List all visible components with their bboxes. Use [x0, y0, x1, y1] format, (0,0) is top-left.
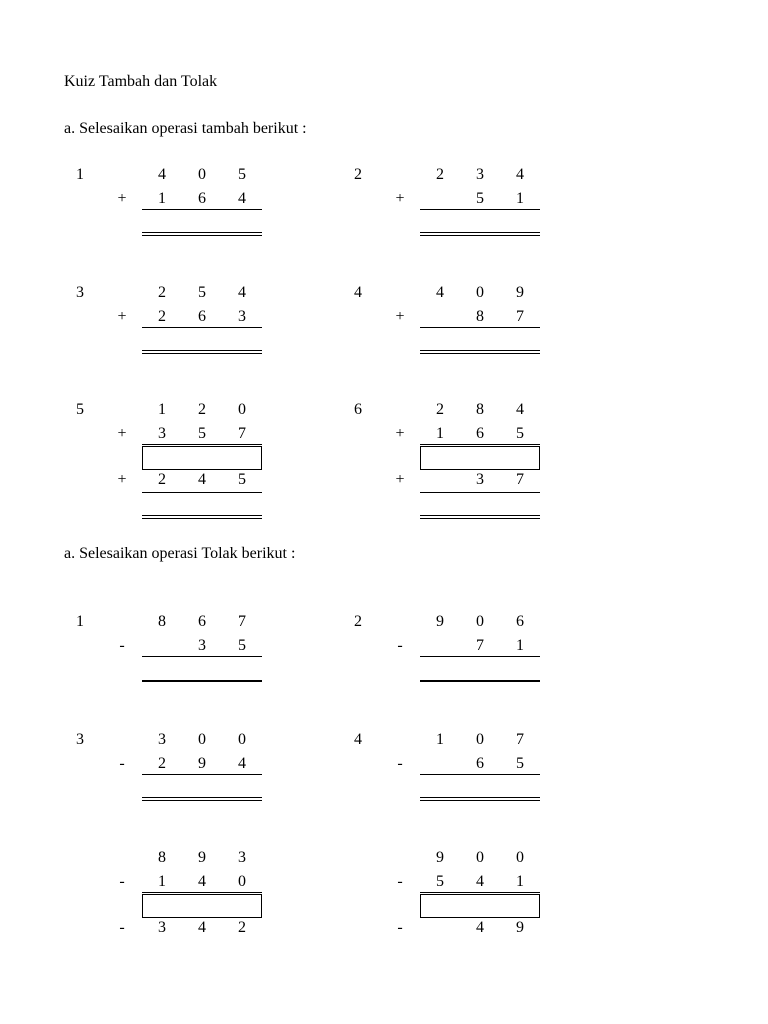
answer-line-double-top [420, 797, 540, 798]
answer-line-double-top [142, 797, 262, 798]
digit: 2 [158, 284, 166, 301]
problem-number: 4 [354, 284, 362, 301]
operand-underline [142, 492, 262, 493]
operator-sign: - [119, 919, 125, 936]
operator-sign: + [117, 308, 127, 325]
digit: 4 [476, 873, 484, 890]
operator-sign: + [395, 190, 405, 207]
digit: 4 [476, 919, 484, 936]
operand-underline [142, 209, 262, 210]
operator-sign: + [395, 308, 405, 325]
digit: 0 [476, 613, 484, 630]
digit: 9 [436, 613, 444, 630]
digit: 5 [238, 166, 246, 183]
digit: 1 [158, 401, 166, 418]
digit: 7 [476, 637, 484, 654]
operator-sign: - [397, 637, 403, 654]
digit: 1 [158, 190, 166, 207]
digit: 5 [198, 284, 206, 301]
digit: 0 [238, 873, 246, 890]
digit: 5 [238, 637, 246, 654]
answer-line-double-bottom [420, 800, 540, 801]
digit: 8 [476, 401, 484, 418]
answer-line-double-top [420, 350, 540, 351]
answer-box[interactable] [142, 446, 262, 470]
digit: 2 [158, 471, 166, 488]
digit: 5 [198, 425, 206, 442]
answer-box[interactable] [420, 894, 540, 918]
operator-sign: + [395, 471, 405, 488]
digit: 0 [238, 731, 246, 748]
digit: 3 [238, 849, 246, 866]
operator-sign: + [117, 425, 127, 442]
answer-line-double-bottom [142, 800, 262, 801]
digit: 2 [436, 401, 444, 418]
answer-line-double-top [142, 350, 262, 351]
digit: 4 [436, 284, 444, 301]
digit: 4 [238, 284, 246, 301]
digit: 3 [198, 637, 206, 654]
digit: 5 [436, 873, 444, 890]
operator-sign: - [397, 755, 403, 772]
digit: 8 [158, 849, 166, 866]
answer-line-double-bottom [420, 518, 540, 519]
digit: 9 [198, 755, 206, 772]
operand-underline [420, 327, 540, 328]
operand-underline [142, 892, 262, 893]
digit: 5 [516, 425, 524, 442]
digit: 8 [476, 308, 484, 325]
digit: 4 [198, 471, 206, 488]
digit: 0 [516, 849, 524, 866]
digit: 4 [516, 166, 524, 183]
problem-number: 3 [76, 284, 84, 301]
digit: 4 [516, 401, 524, 418]
digit: 0 [476, 849, 484, 866]
subtraction-section-heading: a. Selesaikan operasi Tolak berikut : [64, 545, 296, 562]
operator-sign: + [117, 190, 127, 207]
digit: 7 [516, 731, 524, 748]
digit: 4 [238, 755, 246, 772]
answer-line-double-bottom [420, 235, 540, 236]
digit: 3 [476, 166, 484, 183]
digit: 6 [198, 308, 206, 325]
digit: 1 [436, 425, 444, 442]
digit: 0 [198, 166, 206, 183]
digit: 1 [516, 637, 524, 654]
digit: 7 [516, 308, 524, 325]
digit: 7 [238, 613, 246, 630]
digit: 9 [436, 849, 444, 866]
operator-sign: - [119, 755, 125, 772]
digit: 9 [516, 919, 524, 936]
digit: 0 [476, 284, 484, 301]
digit: 6 [198, 613, 206, 630]
digit: 3 [158, 425, 166, 442]
answer-line-double-bottom [142, 235, 262, 236]
quiz-title: Kuiz Tambah dan Tolak [64, 73, 218, 90]
answer-line-double-top [420, 232, 540, 233]
answer-line-double-bottom [420, 353, 540, 354]
digit: 1 [158, 873, 166, 890]
digit: 5 [476, 190, 484, 207]
digit: 4 [238, 190, 246, 207]
digit: 8 [158, 613, 166, 630]
problem-number: 3 [76, 731, 84, 748]
problem-number: 2 [354, 613, 362, 630]
problem-number: 1 [76, 613, 84, 630]
operator-sign: - [119, 637, 125, 654]
digit: 2 [238, 919, 246, 936]
digit: 2 [158, 755, 166, 772]
problem-number: 1 [76, 166, 84, 183]
operator-sign: - [397, 919, 403, 936]
operator-sign: - [119, 873, 125, 890]
answer-line-double-top [420, 515, 540, 516]
digit: 5 [516, 755, 524, 772]
digit: 1 [516, 190, 524, 207]
digit: 3 [158, 919, 166, 936]
digit: 4 [198, 919, 206, 936]
operand-underline [420, 892, 540, 893]
digit: 0 [198, 731, 206, 748]
answer-line-double-bottom [142, 518, 262, 519]
digit: 6 [198, 190, 206, 207]
digit: 6 [476, 755, 484, 772]
operand-underline [142, 774, 262, 775]
digit: 9 [198, 849, 206, 866]
digit: 0 [476, 731, 484, 748]
digit: 5 [238, 471, 246, 488]
digit: 4 [198, 873, 206, 890]
digit: 0 [238, 401, 246, 418]
problem-number: 4 [354, 731, 362, 748]
answer-line-double-bottom [142, 353, 262, 354]
addition-section-heading: a. Selesaikan operasi tambah berikut : [64, 120, 307, 137]
problem-number: 6 [354, 401, 362, 418]
answer-box[interactable] [420, 446, 540, 470]
answer-box[interactable] [142, 894, 262, 918]
operand-underline [142, 327, 262, 328]
digit: 3 [476, 471, 484, 488]
problem-number: 2 [354, 166, 362, 183]
digit: 1 [516, 873, 524, 890]
operand-underline [420, 492, 540, 493]
digit: 3 [158, 731, 166, 748]
digit: 4 [158, 166, 166, 183]
operand-underline [420, 774, 540, 775]
operator-sign: - [397, 873, 403, 890]
answer-line-double-top [142, 515, 262, 516]
digit: 2 [436, 166, 444, 183]
answer-line [142, 680, 262, 682]
operand-underline [420, 444, 540, 445]
operand-underline [142, 656, 262, 657]
answer-line-double-top [142, 232, 262, 233]
digit: 1 [436, 731, 444, 748]
digit: 3 [238, 308, 246, 325]
digit: 2 [198, 401, 206, 418]
digit: 2 [158, 308, 166, 325]
operand-underline [420, 656, 540, 657]
digit: 9 [516, 284, 524, 301]
operator-sign: + [117, 471, 127, 488]
answer-line [420, 680, 540, 682]
operand-underline [142, 444, 262, 445]
operand-underline [420, 209, 540, 210]
problem-number: 5 [76, 401, 84, 418]
operator-sign: + [395, 425, 405, 442]
digit: 7 [516, 471, 524, 488]
digit: 6 [516, 613, 524, 630]
digit: 7 [238, 425, 246, 442]
digit: 6 [476, 425, 484, 442]
